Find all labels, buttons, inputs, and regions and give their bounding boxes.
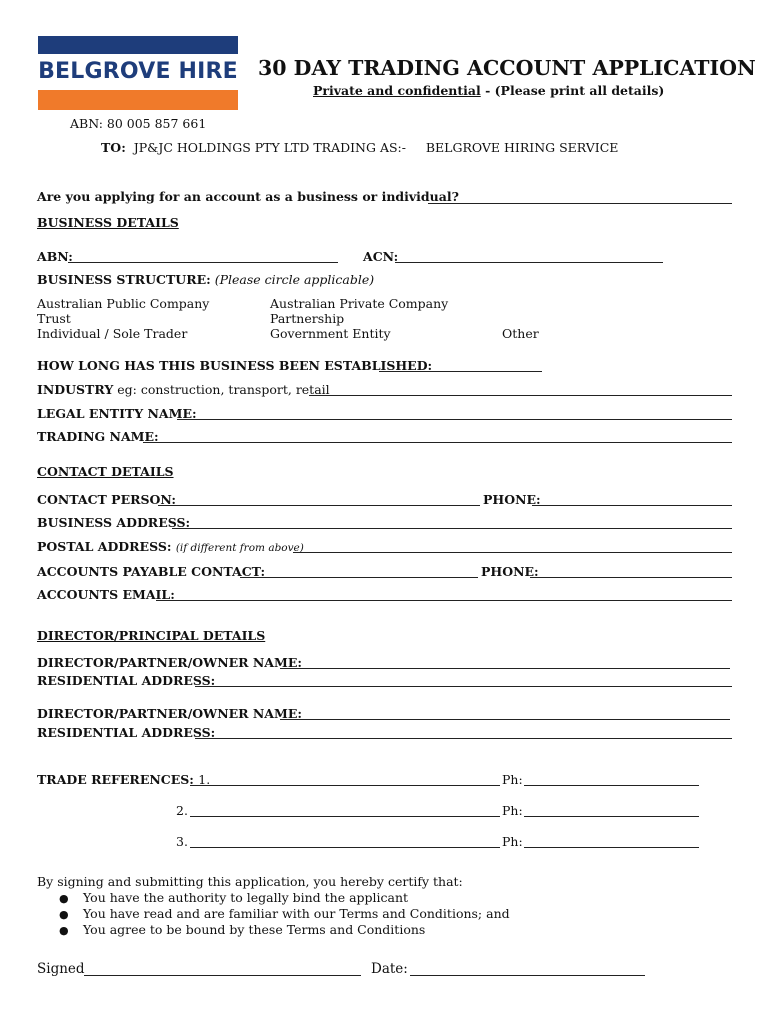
certify-item	[59, 890, 69, 905]
industry-hint: eg: construction, transport, retail	[113, 382, 330, 397]
option-sole-trader[interactable]: Individual / Sole Trader	[37, 326, 188, 341]
certify-item-text: You agree to be bound by these Terms and Conditions	[83, 922, 426, 937]
contact-details-heading: CONTACT DETAILS	[37, 464, 174, 479]
form-subtitle	[313, 83, 664, 98]
certify-intro: By signing and submitting this application, you hereby certify that:	[37, 874, 463, 889]
logo-text: BELGROVE HIRE	[38, 59, 238, 84]
option-partnership[interactable]: Partnership	[270, 311, 345, 326]
business-structure-label: BUSINESS STRUCTURE:	[37, 272, 211, 287]
ap-phone-field[interactable]	[530, 577, 732, 578]
business-address-label: BUSINESS ADDRESS:	[37, 515, 191, 530]
reference-number-3: 3.	[176, 834, 188, 849]
option-public-company[interactable]: Australian Public Company	[37, 296, 210, 311]
trade-references-label: TRADE REFERENCES	[37, 772, 190, 787]
addressee	[101, 140, 618, 155]
certify-item-text: You have the authority to legally bind the applicant	[83, 890, 409, 905]
postal-address: POSTAL ADDRESS: (if different from above)	[37, 539, 304, 554]
applicant-type-field[interactable]	[428, 203, 732, 204]
form-title: 30 DAY TRADING ACCOUNT APPLICATION	[258, 56, 756, 80]
accounts-email-label: ACCOUNTS EMAIL:	[37, 587, 175, 602]
option-government-entity[interactable]: Government Entity	[270, 326, 391, 341]
reference-3-phone-field[interactable]	[524, 847, 699, 848]
trading-name-label: TRADING NAME:	[37, 429, 159, 444]
director-name-field-2[interactable]	[280, 719, 730, 720]
certify-item	[59, 922, 69, 937]
residential-address-field-1[interactable]	[195, 686, 732, 687]
contact-person-label: CONTACT PERSON:	[37, 492, 177, 507]
company-abn: ABN: 80 005 857 661	[70, 116, 207, 131]
trading-name-field[interactable]	[143, 442, 732, 443]
reference-2-field[interactable]	[190, 816, 500, 817]
logo-orange-band	[38, 90, 238, 110]
certify-item-text: You have read and are familiar with our Terms and Conditions; and	[83, 906, 510, 921]
business-address-field[interactable]	[172, 528, 732, 529]
residential-address-field-2[interactable]	[195, 738, 732, 739]
legal-entity-field[interactable]	[177, 419, 732, 420]
ap-phone-label: PHONE:	[481, 564, 539, 579]
industry-label: INDUSTRY	[37, 382, 114, 397]
business-structure-hint: (Please circle applicable)	[210, 272, 375, 287]
contact-phone-field[interactable]	[532, 505, 732, 506]
ap-contact-label: ACCOUNTS PAYABLE CONTACT:	[37, 564, 266, 579]
applicant-type-question: Are you applying for an account as a business or individual?	[37, 189, 459, 204]
established-field[interactable]	[379, 371, 542, 372]
reference-2-ph-label: Ph:	[502, 803, 523, 818]
postal-address-field[interactable]	[293, 552, 732, 553]
residential-address-label-1: RESIDENTIAL ADDRESS:	[37, 673, 216, 688]
date-label: Date:	[371, 961, 408, 977]
reference-number-2: 2.	[176, 803, 188, 818]
industry-field[interactable]	[309, 395, 732, 396]
bullet-icon: ●	[59, 924, 69, 937]
residential-address-label-2: RESIDENTIAL ADDRESS:	[37, 725, 216, 740]
to-text: JP&JC HOLDINGS PTY LTD TRADING AS:- BELGROVE HIRING SERVICE	[133, 140, 619, 155]
bullet-icon: ●	[59, 908, 69, 921]
signature-field[interactable]	[84, 975, 361, 976]
postal-address-label: POSTAL ADDRESS	[37, 539, 167, 554]
reference-2-phone-field[interactable]	[524, 816, 699, 817]
to-label: TO:	[101, 140, 126, 155]
trade-reference-1: TRADE REFERENCES: 1.	[37, 772, 211, 787]
business-details-heading: BUSINESS DETAILS	[37, 215, 179, 230]
belgrove-hire-logo	[38, 36, 238, 110]
director-name-label-2: DIRECTOR/PARTNER/OWNER NAME:	[37, 706, 302, 721]
reference-1-field[interactable]	[190, 785, 500, 786]
director-name-label-1: DIRECTOR/PARTNER/OWNER NAME:	[37, 655, 302, 670]
reference-number-1: 1.	[198, 772, 211, 787]
print-hint-text: - (Please print all details)	[480, 83, 665, 98]
ap-contact-field[interactable]	[240, 577, 478, 578]
industry	[37, 382, 330, 397]
abn-label: ABN:	[37, 249, 73, 264]
option-other[interactable]: Other	[502, 326, 539, 341]
abn-field[interactable]	[68, 262, 338, 263]
acn-label: ACN:	[363, 249, 399, 264]
logo-navy-band	[38, 36, 238, 54]
reference-1-phone-field[interactable]	[524, 785, 699, 786]
certify-item	[59, 906, 69, 921]
reference-3-field[interactable]	[190, 847, 500, 848]
confidential-text: Private and confidential	[313, 83, 481, 98]
accounts-email-field[interactable]	[156, 600, 732, 601]
option-private-company[interactable]: Australian Private Company	[270, 296, 449, 311]
bullet-icon: ●	[59, 892, 69, 905]
reference-3-ph-label: Ph:	[502, 834, 523, 849]
director-name-field-1[interactable]	[280, 668, 730, 669]
date-field[interactable]	[410, 975, 645, 976]
reference-1-ph-label: Ph:	[502, 772, 523, 787]
established-label: HOW LONG HAS THIS BUSINESS BEEN ESTABLISHED:	[37, 358, 433, 373]
contact-person-field[interactable]	[158, 505, 480, 506]
postal-address-hint: (if different from above)	[175, 542, 304, 554]
acn-field[interactable]	[395, 262, 663, 263]
director-details-heading: DIRECTOR/PRINCIPAL DETAILS	[37, 628, 266, 643]
option-trust[interactable]: Trust	[37, 311, 71, 326]
contact-phone-label: PHONE:	[483, 492, 541, 507]
business-structure	[37, 272, 374, 287]
legal-entity-label: LEGAL ENTITY NAME:	[37, 406, 197, 421]
signed-label: Signed	[37, 961, 85, 977]
